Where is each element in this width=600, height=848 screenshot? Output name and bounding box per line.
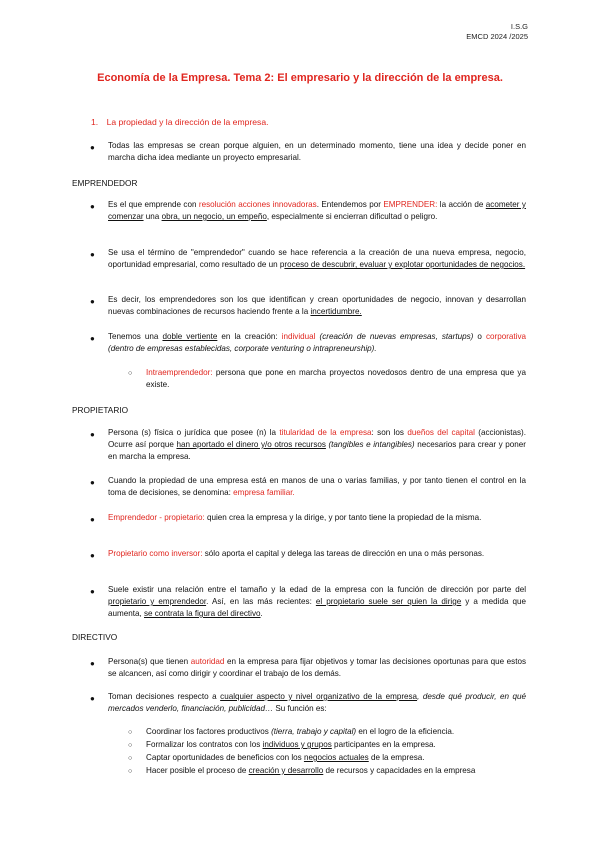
- heading-propietario: PROPIETARIO: [72, 405, 129, 415]
- bullet-icon: ●: [90, 515, 95, 524]
- directivo-function-4: Hacer posible el proceso de creación y desarrollo de recursos y capacidades en la empresa: [146, 766, 476, 775]
- directivo-function-2: Formalizar los contratos con los individuos y grupos participantes en la empresa.: [146, 740, 436, 749]
- sub-bullet-icon: ○: [128, 370, 133, 377]
- bullet-icon: ●: [90, 202, 95, 211]
- directivo-paragraph-1: Persona(s) que tienen autoridad en la empresa para fijar objetivos y tomar las decisiones oportunas para que estos se alcancen, así como dirigir y coordinar el trabajo de los demás.: [108, 657, 526, 678]
- propietario-paragraph-4: Propietario como inversor: sólo aporta el capital y delega las tareas de dirección en una o más personas.: [108, 549, 485, 558]
- page-header: [466, 22, 528, 42]
- bullet-icon: ●: [90, 659, 95, 668]
- propietario-paragraph-5: Suele existir una relación entre el tamaño y la edad de la empresa con la función de dirección por parte del propietario y emprendedor. Así, en las más recientes: el propietario suele ser quien la dirige y a medida que aumenta, se contrata la figura del directivo.: [108, 585, 527, 618]
- section-number: 1.: [91, 117, 99, 127]
- directivo-function-1: Coordinar los factores productivos (tierra, trabajo y capital) en el logro de la eficiencia.: [146, 727, 455, 736]
- propietario-paragraph-3: Emprendedor - propietario: quien crea la empresa y la dirige, y por tanto tiene la propiedad de la misma.: [108, 513, 482, 522]
- heading-directivo: DIRECTIVO: [72, 632, 118, 642]
- sub-bullet-icon: ○: [128, 755, 133, 762]
- emprendedor-paragraph-1: Es el que emprende con resolución acciones innovadoras. Entendemos por EMPRENDER: la acción de acometer y comenzar una obra, un negocio, un empeño, especialmente si encierran dificultad o peligro.: [108, 200, 526, 221]
- bullet-icon: ●: [90, 250, 95, 259]
- emprendedor-paragraph-2: Se usa el término de "emprendedor" cuando se hace referencia a la creación de una nueva empresa, negocio, oportunidad empresarial, como resultado de un proceso de descubrir, evaluar y explotar oportunidades de negocios.: [108, 248, 526, 269]
- section-heading-1: [91, 117, 269, 127]
- directivo-function-3: Captar oportunidades de beneficios con los negocios actuales de la empresa.: [146, 753, 425, 762]
- bullet-icon: ●: [90, 334, 95, 343]
- sub-bullet-icon: ○: [128, 742, 133, 749]
- bullet-icon: ●: [90, 478, 95, 487]
- sub-bullet-icon: ○: [128, 729, 133, 736]
- bullet-icon: ●: [90, 587, 95, 596]
- bullet-icon: ●: [90, 297, 95, 306]
- emprendedor-paragraph-3: Es decir, los emprendedores son los que identifican y crean oportunidades de negocio, innovan y desarrollan nuevas combinaciones de recursos haciendo frente a la incertidumbre.: [108, 295, 526, 316]
- bullet-icon: ●: [90, 143, 95, 152]
- bullet-icon: ●: [90, 551, 95, 560]
- section-label: La propiedad y la dirección de la empresa.: [106, 117, 269, 127]
- document-title: Economía de la Empresa. Tema 2: El empresario y la dirección de la empresa.: [97, 72, 503, 84]
- propietario-paragraph-2: Cuando la propiedad de una empresa está en manos de una o varias familias, y por tanto tienen el control en la toma de decisiones, se denomina: empresa familiar.: [108, 476, 526, 497]
- intro-paragraph: Todas las empresas se crean porque alguien, en un determinado momento, tiene una idea y decide poner en marcha dicha idea mediante un proyecto empresarial.: [108, 141, 526, 162]
- directivo-paragraph-2: Toman decisiones respecto a cualquier aspecto y nivel organizativo de la empresa, desde qué producir, en qué mercados venderlo, financiación, publicidad… Su función es:: [108, 692, 526, 713]
- propietario-paragraph-1: Persona (s) física o jurídica que posee (n) la titularidad de la empresa: son los dueños del capital (accionistas). Ocurre así porque han aportado el dinero y/o otros recursos (tangibles e intangibles) necesarios para crear y poner en marcha la empresa.: [108, 428, 526, 461]
- bullet-icon: ●: [90, 430, 95, 439]
- header-initials: I.S.G: [510, 22, 528, 31]
- sub-bullet-icon: ○: [128, 768, 133, 775]
- heading-emprendedor: EMPRENDEDOR: [72, 178, 138, 188]
- header-course: EMCD 2024 /2025: [466, 32, 528, 41]
- emprendedor-paragraph-4: Tenemos una doble vertiente en la creación: individual (creación de nuevas empresas, startups) o corporativa (dentro de empresas establecidas, corporate venturing o intrapreneurship).: [108, 332, 527, 353]
- bullet-icon: ●: [90, 694, 95, 703]
- intraemprendedor-paragraph: Intraemprendedor: persona que pone en marcha proyectos novedosos dentro de una empresa que ya existe.: [146, 368, 526, 389]
